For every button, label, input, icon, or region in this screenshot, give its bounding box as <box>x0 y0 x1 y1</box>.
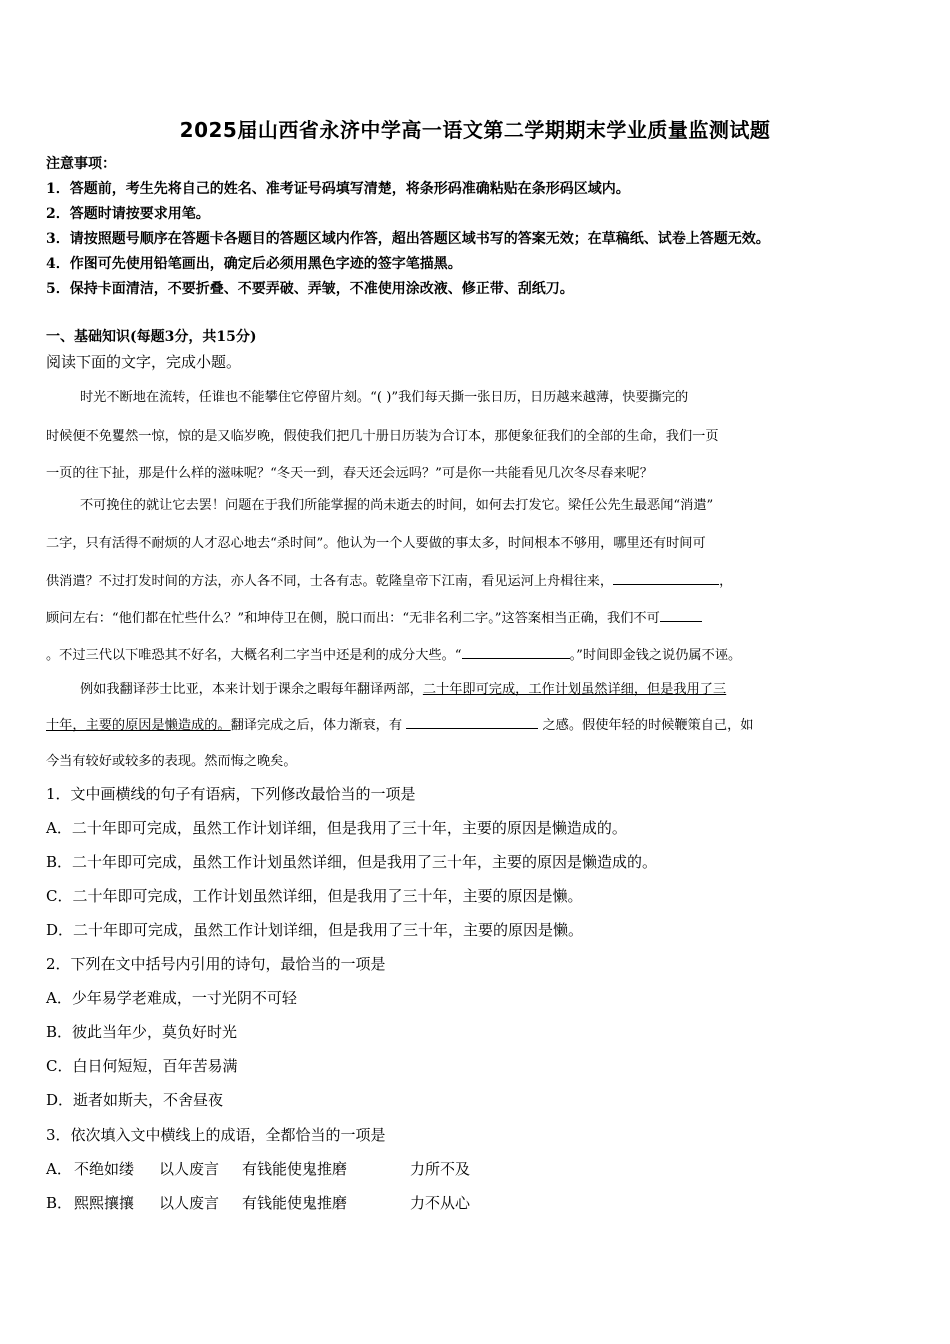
passage-text: 顾问左右：“他们都在忙些什么？”和坤侍卫在侧，脱口而出：“无非名利二字。”这答案相当正确，我们不可 <box>46 611 660 626</box>
option-idiom: 以人废言 <box>159 1160 220 1178</box>
passage-line: 不可挽住的就让它去罢！问题在于我们所能掌握的尚未逝去的时间，如何去打发它。梁任公先生最恶闻“消遣” <box>80 498 714 513</box>
option-idiom: 有钱能使鬼推磨 <box>242 1194 348 1212</box>
page-title: 2025届山西省永济中学高一语文第二学期期末学业质量监测试题 <box>179 118 771 142</box>
passage-line <box>46 607 702 626</box>
question-option: C．白日何短短，百年苦易满 <box>46 1057 238 1075</box>
passage-line <box>46 644 741 663</box>
question-stem: 2．下列在文中括号内引用的诗句，最恰当的一项是 <box>46 955 386 973</box>
underlined-sentence: 二十年即可完成，工作计划虽然详细，但是我用了三 <box>422 682 727 697</box>
option-idiom: 熙熙攘攘 <box>74 1194 135 1212</box>
passage-line: 今当有较好或较多的表现。然而悔之晚矣。 <box>46 754 297 769</box>
passage-text: 之感。假使年轻的时候鞭策自己，如 <box>542 718 754 733</box>
question-option: B．彼此当年少，莫负好时光 <box>46 1023 238 1041</box>
question-option: D．二十年即可完成，虽然工作计划详细，但是我用了三十年，主要的原因是懒。 <box>46 921 584 939</box>
option-idiom: 以人废言 <box>159 1194 220 1212</box>
question-option: A．二十年即可完成，虽然工作计划详细，但是我用了三十年，主要的原因是懒造成的。 <box>46 819 627 837</box>
passage-line: 一页的往下扯，那是什么样的滋味呢？“冬天一到，春天还会远吗？”可是你一共能看见几次冬尽春来呢？ <box>46 466 653 481</box>
passage-text: 。不过三代以下唯恐其不好名，大概名利二字当中还是利的成分大些。“ <box>46 648 462 663</box>
passage-line: 二字，只有活得不耐烦的人才忍心地去“杀时间”。他认为一个人要做的事太多，时间根本不够用，哪里还有时间可 <box>46 536 706 551</box>
passage-text: 。”时间即金钱之说仍属不诬。 <box>569 648 742 663</box>
question-option: A．少年易学老难成，一寸光阴不可轻 <box>46 989 297 1007</box>
question-option: C．二十年即可完成，工作计划虽然详细，但是我用了三十年，主要的原因是懒。 <box>46 887 583 905</box>
notice-item: 2．答题时请按要求用笔。 <box>46 206 210 222</box>
option-idiom: 不绝如缕 <box>74 1160 135 1178</box>
passage-text: 供消遣？不过打发时间的方法，亦人各不同，士各有志。乾隆皇帝下江南，看见运河上舟楫往来， <box>46 574 614 589</box>
option-label: A． <box>46 1160 72 1178</box>
notice-item: 5．保持卡面清洁，不要折叠、不要弄破、弄皱，不准使用涂改液、修正带、刮纸刀。 <box>46 281 574 297</box>
fill-blank <box>613 572 719 585</box>
question-stem: 1．文中画横线的句子有语病，下列修改最恰当的一项是 <box>46 785 416 803</box>
notice-heading: 注意事项： <box>46 156 116 172</box>
question-option: D．逝者如斯夫，不舍昼夜 <box>46 1091 224 1109</box>
section-heading: 一、基础知识(每题3分，共15分) <box>46 329 257 345</box>
question-stem: 3．依次填入文中横线上的成语，全都恰当的一项是 <box>46 1126 386 1144</box>
section-instruction: 阅读下面的文字，完成小题。 <box>46 353 242 371</box>
notice-item: 4．作图可先使用铅笔画出，确定后必须用黑色字迹的签字笔描黑。 <box>46 256 462 272</box>
fill-blank <box>406 716 538 729</box>
option-idiom: 力所不及 <box>410 1160 471 1178</box>
passage-line <box>80 678 726 697</box>
passage-line: 时光不断地在流转，任谁也不能攀住它停留片刻。“( )”我们每天撕一张日历，日历越来越薄，快要撕完的 <box>80 390 689 405</box>
option-idiom: 有钱能使鬼推磨 <box>242 1160 348 1178</box>
notice-item: 3．请按照题号顺序在答题卡各题目的答题区域内作答，超出答题区域书写的答案无效；在草稿纸、试卷上答题无效。 <box>46 231 770 247</box>
passage-text: 翻译完成之后，体力渐衰，有 <box>230 718 403 733</box>
underlined-sentence: 十年，主要的原因是懒造成的。 <box>46 718 231 733</box>
passage-text: 例如我翻译莎士比亚，本来计划于课余之暇每年翻译两部， <box>80 682 423 697</box>
question-option: B．二十年即可完成，虽然工作计划虽然详细，但是我用了三十年，主要的原因是懒造成的。 <box>46 853 658 871</box>
fill-blank <box>660 609 702 622</box>
notice-item: 1．答题前，考生先将自己的姓名、准考证号码填写清楚，将条形码准确粘贴在条形码区域内。 <box>46 181 630 197</box>
passage-line: 时候便不免矍然一惊，惊的是又临岁晚，假使我们把几十册日历装为合订本，那便象征我们的全部的生命，我们一页 <box>46 429 719 444</box>
option-label: B． <box>46 1194 73 1212</box>
passage-text: ， <box>719 574 733 589</box>
passage-line <box>46 714 753 733</box>
fill-blank <box>462 646 570 659</box>
passage-line <box>46 570 732 589</box>
option-idiom: 力不从心 <box>410 1194 471 1212</box>
